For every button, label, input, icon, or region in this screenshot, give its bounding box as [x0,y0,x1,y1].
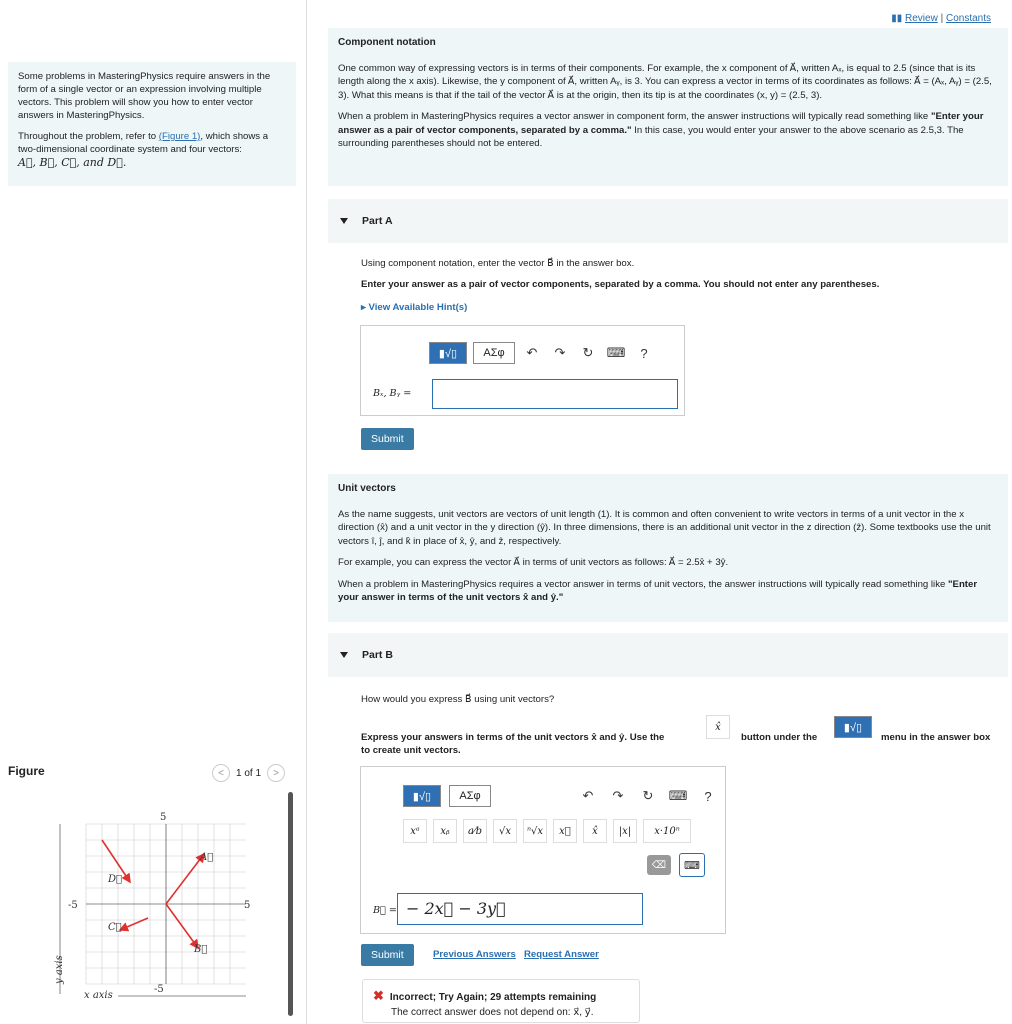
request-answer-link[interactable]: Request Answer [524,949,599,960]
vector-list: A⃗, B⃗, C⃗, and D⃗. [18,156,127,169]
unit-instructions: When a problem in MasteringPhysics requires a vector answer in terms of unit vectors, the answer instructions will typically read something like "Enter your answer in terms of the unit vectors x̂ and ŷ." [338,578,978,603]
part-b-instruction-end-2: to create unit vectors. [361,745,461,756]
vector-key[interactable]: x⃗ [553,819,577,843]
part-b-answer-input[interactable]: − 2x⃗ − 3y⃗ [397,893,643,925]
part-b-answer-box [360,766,726,934]
keyboard-icon[interactable]: ⌨ [668,788,688,803]
part-a-input-label: Bₓ, Bᵧ = [373,388,412,399]
tick-5-top: 5 [160,812,167,823]
templates-menu-ref: ▮√▯ [834,716,872,738]
part-b-instruction-end-1: menu in the answer box [881,732,991,743]
greek-button[interactable]: ΑΣφ [449,785,491,807]
intro-box [8,62,296,186]
unit-vector-button-ref: x̂ [706,715,730,739]
label-c: C⃗ [108,922,122,933]
intro-figure-ref: Throughout the problem, refer to (Figure 1), which shows a two-dimensional coordinate system and four vectors: A⃗, B⃗, C⃗, and D⃗. [18,131,269,169]
part-b-instruction-mid: button under the [741,732,818,743]
feedback-box [362,979,640,1023]
hint-toggle[interactable]: ▸ View Available Hint(s) [361,302,468,313]
collapse-icon [340,652,348,658]
sci-notation-key[interactable]: x·10ⁿ [643,819,691,843]
feedback-text: The correct answer does not depend on: x⃗, y⃗. [391,1007,594,1018]
part-a-answer-box [360,325,685,416]
superscript-key[interactable]: xᵃ [403,819,427,843]
review-link[interactable]: Review [905,13,938,24]
help-icon[interactable]: ? [640,345,648,361]
redo-icon[interactable]: ↷ [554,345,566,360]
unit-vector-key[interactable]: x̂ [583,819,607,843]
undo-icon[interactable]: ↶ [582,788,594,803]
main-panel [308,0,1012,1024]
error-x-icon: ✖ [373,988,384,1003]
constants-link[interactable]: Constants [945,13,991,24]
label-b: B⃗ [194,944,208,955]
greek-button[interactable]: ΑΣφ [473,342,515,364]
help-icon[interactable]: ? [704,788,712,804]
part-a-question: Using component notation, enter the vector B⃗ in the answer box. [361,258,635,269]
label-d: D⃗ [108,874,123,885]
figure-pager [212,764,285,782]
figure-scrollbar[interactable] [288,792,293,1016]
redo-icon[interactable]: ↷ [612,788,624,803]
part-b-toolbar [403,785,719,807]
collapse-icon [340,218,348,224]
part-b-question: How would you express B⃗ using unit vectors? [361,694,555,705]
intro-text: Some problems in MasteringPhysics require answers in the form of a single vector or an expression involving multiple vectors. This problem will show you how to enter vector answers in MasteringPhysics. [18,71,271,121]
figure-link[interactable]: (Figure 1) [158,131,201,142]
caret-right-icon: ▸ [361,302,369,313]
abs-key[interactable]: |x| [613,819,637,843]
part-b-header[interactable]: Part B [328,633,1008,677]
component-text: One common way of expressing vectors is in terms of their components. For example, the x component of A⃗, written Aₓ, is equal to 2.5 (since that is its length along the x axis). Likewise, the y component of A⃗, written Aᵧ, is 3. You can express a vector in terms of its coordinates as follows: A⃗ = (Aₓ, Aᵧ) = (2.5, 3). What this means is that if the tail of the vector A⃗ is at the origin, then its tip is at the coordinates (x, y) = (2.5, 3). [338,62,992,101]
subscript-key[interactable]: xᵦ [433,819,457,843]
fraction-key[interactable]: a⁄b [463,819,487,843]
component-instructions: When a problem in MasteringPhysics requires a vector answer in component form, the answer instructions will typically read something like "Enter your answer as a pair of vector components, separated by a comma." In this case, you would enter your answer to the above scenario as 2.5,3. The surrounding parentheses should not be entered. [338,111,984,149]
undo-icon[interactable]: ↶ [526,345,538,360]
part-a-header[interactable]: Part A [328,199,1008,243]
component-notation-box [328,28,1008,186]
book-icon: ▮▮ [891,13,903,24]
label-a: A⃗ [200,852,214,863]
part-b-instruction: Express your answers in terms of the unit vectors x̂ and ŷ. Use the [361,732,665,743]
component-title: Component notation [338,37,436,48]
part-b-submit-button[interactable]: Submit [361,944,414,966]
top-links: ▮▮ Review | Constants [891,13,991,24]
reset-icon[interactable]: ↻ [582,345,594,360]
part-a-toolbar [429,342,655,364]
unit-title: Unit vectors [338,483,396,494]
keyboard-toggle-icon[interactable]: ⌨ [679,853,705,877]
keyboard-icon[interactable]: ⌨ [606,345,626,360]
unit-example: For example, you can express the vector A⃗ in terms of unit vectors as follows: A⃗ = 2.5x̂ + 3ŷ. [338,557,729,568]
previous-answers-link[interactable]: Previous Answers [433,949,516,960]
sqrt-key[interactable]: √x [493,819,517,843]
left-panel [0,0,307,1024]
prev-figure-button[interactable]: < [212,764,230,782]
unit-text: As the name suggests, unit vectors are vectors of unit length (1). It is common and often convenient to write vectors in terms of a unit vector in the x direction (x̂) and a unit vector in the y direction (ŷ). In three dimensions, there is an additional unit vector in the z direction (ẑ). Some textbooks use the unit vectors î, ĵ, and k̂ in place of x̂, ŷ, and ẑ, respectively. [338,508,991,547]
tick-5-right: 5 [244,900,251,911]
part-a-answer-input[interactable] [432,379,678,409]
tick-neg5-bottom: -5 [154,984,164,995]
unit-vectors-box [328,474,1008,622]
y-axis-label: y axis [54,955,65,984]
template-keys [403,819,691,843]
nth-root-key[interactable]: ⁿ√x [523,819,547,843]
figure-title: Figure [8,764,45,778]
vector-figure [48,808,251,1008]
backspace-icon[interactable]: ⌫ [647,855,671,875]
tick-neg5-left: -5 [68,900,78,911]
part-b-input-label: B⃗ = [373,905,397,916]
templates-button[interactable]: ▮√▯ [429,342,467,364]
part-a-submit-button[interactable]: Submit [361,428,414,450]
pager-text: 1 of 1 [236,767,262,779]
x-axis-label: x axis [84,990,113,1001]
part-a-instruction: Enter your answer as a pair of vector components, separated by a comma. You should not enter any parentheses. [361,279,880,290]
templates-button[interactable]: ▮√▯ [403,785,441,807]
reset-icon[interactable]: ↻ [642,788,654,803]
next-figure-button[interactable]: > [267,764,285,782]
feedback-title: ✖ Incorrect; Try Again; 29 attempts remaining [373,988,597,1003]
